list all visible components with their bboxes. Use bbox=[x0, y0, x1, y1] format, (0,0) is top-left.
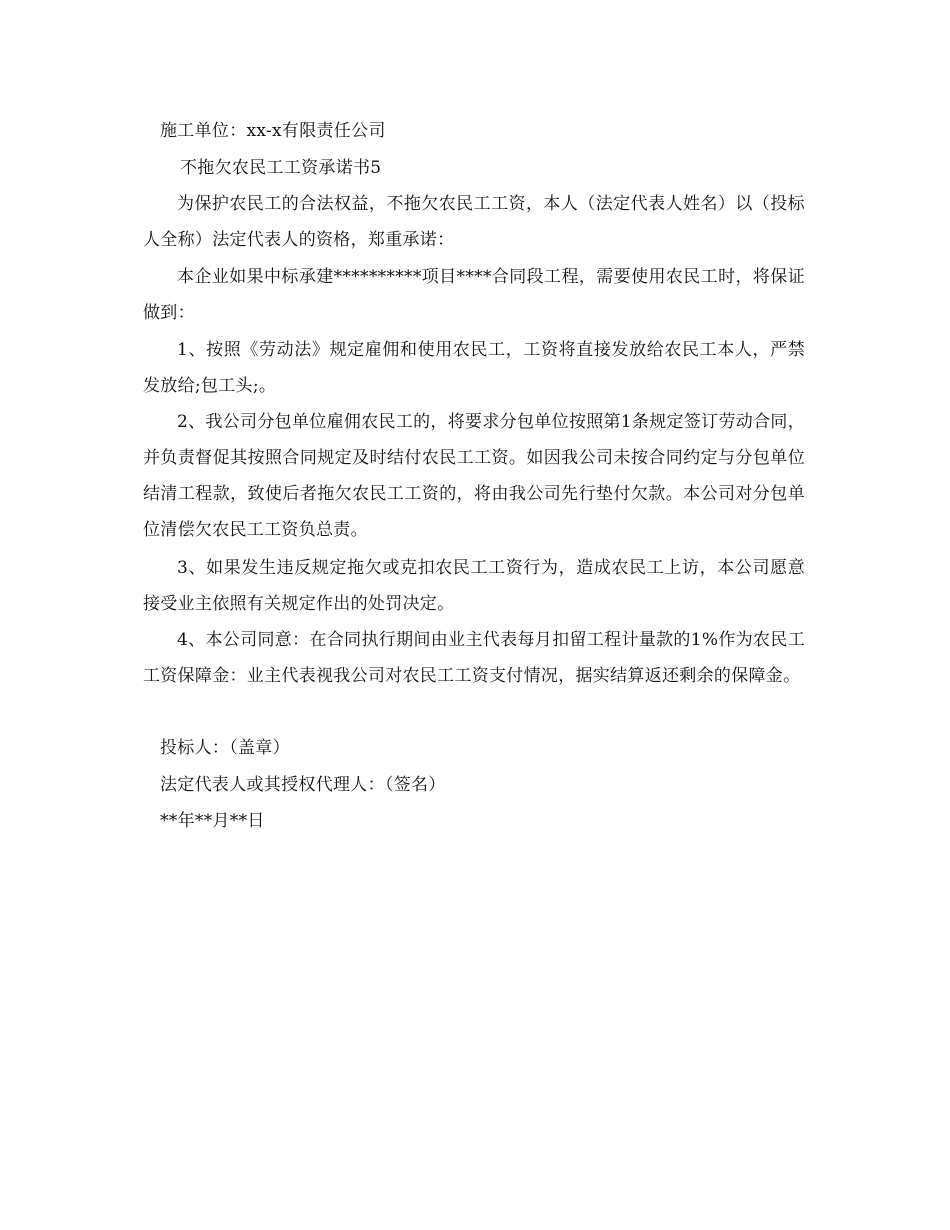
bidder-signature-line: 投标人：（盖章） bbox=[160, 738, 290, 758]
date-line: **年**月**日 bbox=[160, 811, 265, 831]
commitment-item-3: 3、如果发生违反规定拖欠或克扣农民工工资行为，造成农民工上访，本公司愿意接受业主依照有关规定作出的处罚决定。 bbox=[143, 558, 805, 614]
representative-signature-line: 法定代表人或其授权代理人：（签名） bbox=[160, 775, 446, 795]
document-title: 不拖欠农民工工资承诺书5 bbox=[180, 158, 382, 178]
commitment-item-1: 1、按照《劳动法》规定雇佣和使用农民工，工资将直接发放给农民工本人，严禁发放给;包工头;。 bbox=[143, 340, 805, 396]
commitment-item-4: 4、本公司同意：在合同执行期间由业主代表每月扣留工程计量款的1%作为农民工工资保障金：业主代表视我公司对农民工工资支付情况，据实结算返还剩余的保障金。 bbox=[143, 630, 805, 686]
intro-paragraph: 为保护农民工的合法权益，不拖欠农民工工资，本人（法定代表人姓名）以（投标人全称）法定代表人的资格，郑重承诺： bbox=[143, 194, 805, 250]
commitment-item-2: 2、我公司分包单位雇佣农民工的，将要求分包单位按照第1条规定签订劳动合同，并负责督促其按照合同规定及时结付农民工工资。如因我公司未按合同约定与分包单位结清工程款，致使后者拖欠农民工工资的，将由我公司先行垫付欠款。本公司对分包单位清偿欠农民工工资负总责。 bbox=[143, 412, 805, 540]
construction-unit-line: 施工单位：xx-x有限责任公司 bbox=[160, 121, 386, 141]
commitment-paragraph: 本企业如果中标承建**********项目****合同段工程，需要使用农民工时，将保证做到： bbox=[143, 267, 805, 323]
